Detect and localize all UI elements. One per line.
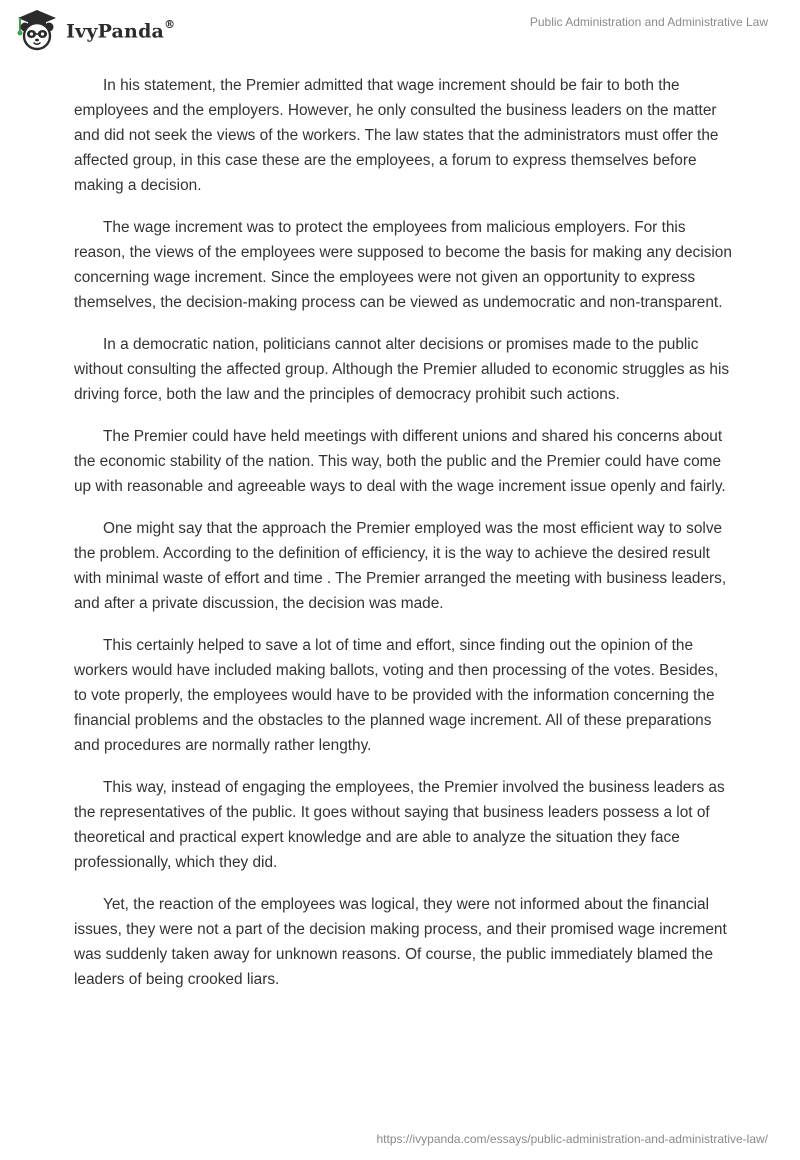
paragraph: This certainly helped to save a lot of time and effort, since finding out the opinion of the workers would have included making ballots, voting and then processing of the votes. Besides, to vote properly, the employees would have to be provided with the information concerning the financial problems and the obstacles to the planned wage increment. All of these preparations and procedures are normally rather lengthy. (74, 637, 719, 754)
paragraph: In his statement, the Premier admitted that wage increment should be fair to both the employees and the employers. However, he only consulted the business leaders on the matter and did not seek the views of the workers. The law states that the administrators must offer the affected group, in this case these are the employees, a forum to express themselves before making a decision. (74, 77, 719, 194)
paragraph: The wage increment was to protect the employees from malicious employers. For this reason, the views of the employees were supposed to become the basis for making any decision concerning wage increment. Since the employees were not given an opportunity to express themselves, the decision-making process can be viewed as undemocratic and non-transparent. (74, 219, 732, 311)
essay-body (74, 73, 734, 1009)
registered-mark: ® (164, 17, 176, 31)
panda-graduate-icon (14, 7, 60, 53)
document-title: Public Administration and Administrative Law (529, 15, 768, 29)
page-header (0, 0, 800, 60)
paragraph: This way, instead of engaging the employees, the Premier involved the business leaders as the representatives of the public. It goes without saying that business leaders possess a lot of theoretical and practical expert knowledge and are able to analyze the situation they face professionally, which they did. (74, 779, 725, 871)
paragraph: The Premier could have held meetings with different unions and shared his concerns about the economic stability of the nation. This way, both the public and the Premier could have come up with reasonable and agreeable ways to deal with the wage increment issue openly and fairly. (74, 428, 726, 495)
paragraph: Yet, the reaction of the employees was logical, they were not informed about the financial issues, they were not a part of the decision making process, and their promised wage increment was suddenly taken away for unknown reasons. Of course, the public immediately blamed the leaders of being crooked liars. (74, 896, 727, 988)
ivypanda-logo[interactable] (14, 8, 194, 52)
paragraph: In a democratic nation, politicians cannot alter decisions or promises made to the public without consulting the affected group. Although the Premier alluded to economic struggles as his driving force, both the law and the principles of democracy prohibit such actions. (74, 336, 730, 403)
paragraph: One might say that the approach the Premier employed was the most efficient way to solve the problem. According to the definition of efficiency, it is the way to achieve the desired result with minimal waste of effort and time . The Premier arranged the meeting with business leaders, and after a private discussion, the decision was made. (74, 520, 727, 612)
brand-name: IvyPanda® (66, 17, 176, 43)
source-url[interactable]: https://ivypanda.com/essays/public-administration-and-administrative-law/ (376, 1132, 768, 1146)
